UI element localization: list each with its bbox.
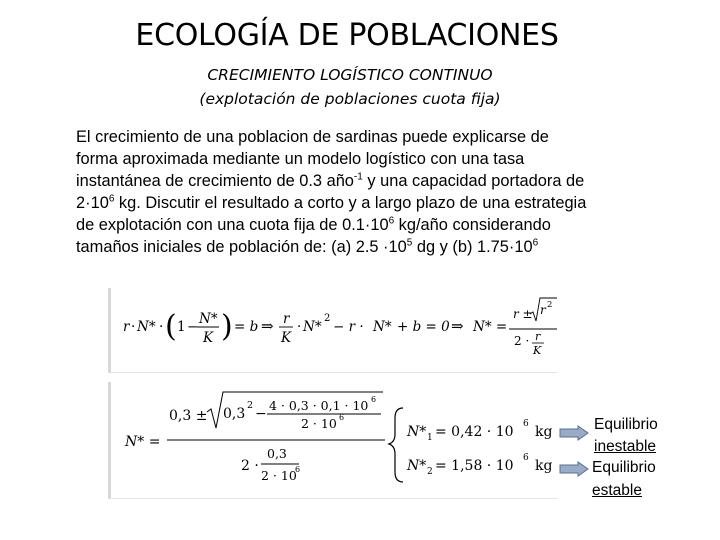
svg-text:+ b = 0: + b = 0 xyxy=(397,319,450,335)
svg-text:r: r xyxy=(540,303,546,317)
problem-statement xyxy=(76,126,676,258)
svg-text:0,3: 0,3 xyxy=(223,406,246,422)
svg-text:1: 1 xyxy=(427,433,433,443)
problem-line: El crecimiento de una poblacion de sardinas puede explicarse de xyxy=(76,128,549,146)
svg-text:2 ·: 2 · xyxy=(514,334,530,348)
svg-text:6: 6 xyxy=(523,453,529,463)
svg-text:·: · xyxy=(159,319,164,335)
svg-text:N* =: N* = xyxy=(125,434,161,450)
svg-text:2 ·: 2 · xyxy=(241,458,259,474)
problem-line: $2\cdot 10^6$ kg. Discutir el resultado a corto y a largo plazo de una estrategia xyxy=(76,193,587,212)
stable-equilibrium-label: Equilibrio xyxy=(592,459,656,476)
svg-text:): ) xyxy=(221,309,233,344)
svg-text:N*: N* xyxy=(407,424,427,440)
svg-text:0,3 ±: 0,3 ± xyxy=(169,408,208,424)
equation-2-svg xyxy=(111,382,557,498)
svg-text:r: r xyxy=(123,319,130,335)
svg-text:K: K xyxy=(203,330,214,346)
svg-text:4 · 0,3 · 0,1 · 10: 4 · 0,3 · 0,1 · 10 xyxy=(269,398,369,413)
svg-text:2: 2 xyxy=(427,467,433,477)
svg-text:0,3: 0,3 xyxy=(267,446,287,461)
svg-text:·: · xyxy=(131,319,136,335)
svg-text:N*: N* xyxy=(373,319,392,335)
svg-text:2: 2 xyxy=(547,300,553,310)
svg-text:= 1,58 · 10: = 1,58 · 10 xyxy=(435,458,514,474)
right-arrow-icon xyxy=(559,461,589,477)
svg-text:kg: kg xyxy=(535,424,553,440)
slide-subtitle: CRECIMIENTO LOGÍSTICO CONTINUO xyxy=(207,66,493,84)
equation-1-svg xyxy=(111,288,557,372)
svg-text:= b: = b xyxy=(234,319,259,335)
svg-text:K: K xyxy=(533,344,542,357)
svg-text:N*: N* xyxy=(199,311,218,327)
svg-text:6: 6 xyxy=(339,413,345,422)
problem-line: instantánea de crecimiento de 0.3 año$^{-1}$ y una capacidad portadora de xyxy=(76,171,585,190)
svg-text:N*: N* xyxy=(407,458,427,474)
equation-equilibrium-numeric xyxy=(108,382,557,499)
svg-text:⇒: ⇒ xyxy=(451,317,464,335)
problem-line: de explotación con una cuota fija de $0.1\cdot 10^6$ kg/año considerando xyxy=(76,215,551,234)
svg-text:6: 6 xyxy=(523,419,529,429)
svg-text:r ±: r ± xyxy=(513,307,533,321)
svg-text:kg: kg xyxy=(535,458,553,474)
right-arrow-icon xyxy=(559,425,589,441)
svg-text:−: − xyxy=(255,406,267,422)
svg-text:1: 1 xyxy=(177,319,186,335)
unstable-equilibrium-label-word: inestable xyxy=(594,438,657,455)
svg-text:= 0,42 · 10: = 0,42 · 10 xyxy=(435,424,514,440)
unstable-equilibrium-label: Equilibrio xyxy=(594,416,658,433)
slide-subtitle-detail: (explotación de poblaciones cuota fija) xyxy=(199,90,501,108)
svg-text:N*: N* xyxy=(137,319,156,335)
svg-text:6: 6 xyxy=(295,465,301,474)
svg-text:2 · 10: 2 · 10 xyxy=(301,416,337,431)
svg-text:⇒: ⇒ xyxy=(261,317,274,335)
svg-text:(: ( xyxy=(165,309,177,344)
svg-text:r: r xyxy=(283,311,290,327)
svg-text:r: r xyxy=(535,330,541,343)
slide-title: ECOLOGÍA DE POBLACIONES xyxy=(135,18,559,53)
equation-equilibrium-general xyxy=(108,288,557,373)
problem-line: forma aproximada mediante un modelo logístico con una tasa xyxy=(76,150,525,168)
svg-text:6: 6 xyxy=(371,395,377,404)
problem-line: tamaños iniciales de población de: (a) $2.5 \cdot 10^5$ dg y (b) $1.75\cdot 10^6$ xyxy=(76,237,539,256)
svg-text:2 · 10: 2 · 10 xyxy=(261,468,297,483)
stable-equilibrium-label-word: estable xyxy=(592,482,642,499)
svg-text:K: K xyxy=(281,330,292,346)
svg-text:− r ·: − r · xyxy=(333,319,364,335)
svg-text:N* =: N* = xyxy=(473,319,508,335)
svg-text:·: · xyxy=(297,319,302,335)
svg-text:2: 2 xyxy=(247,400,254,411)
svg-text:2: 2 xyxy=(324,313,331,324)
svg-text:N*: N* xyxy=(303,319,322,335)
svg-text:−: − xyxy=(187,319,199,335)
